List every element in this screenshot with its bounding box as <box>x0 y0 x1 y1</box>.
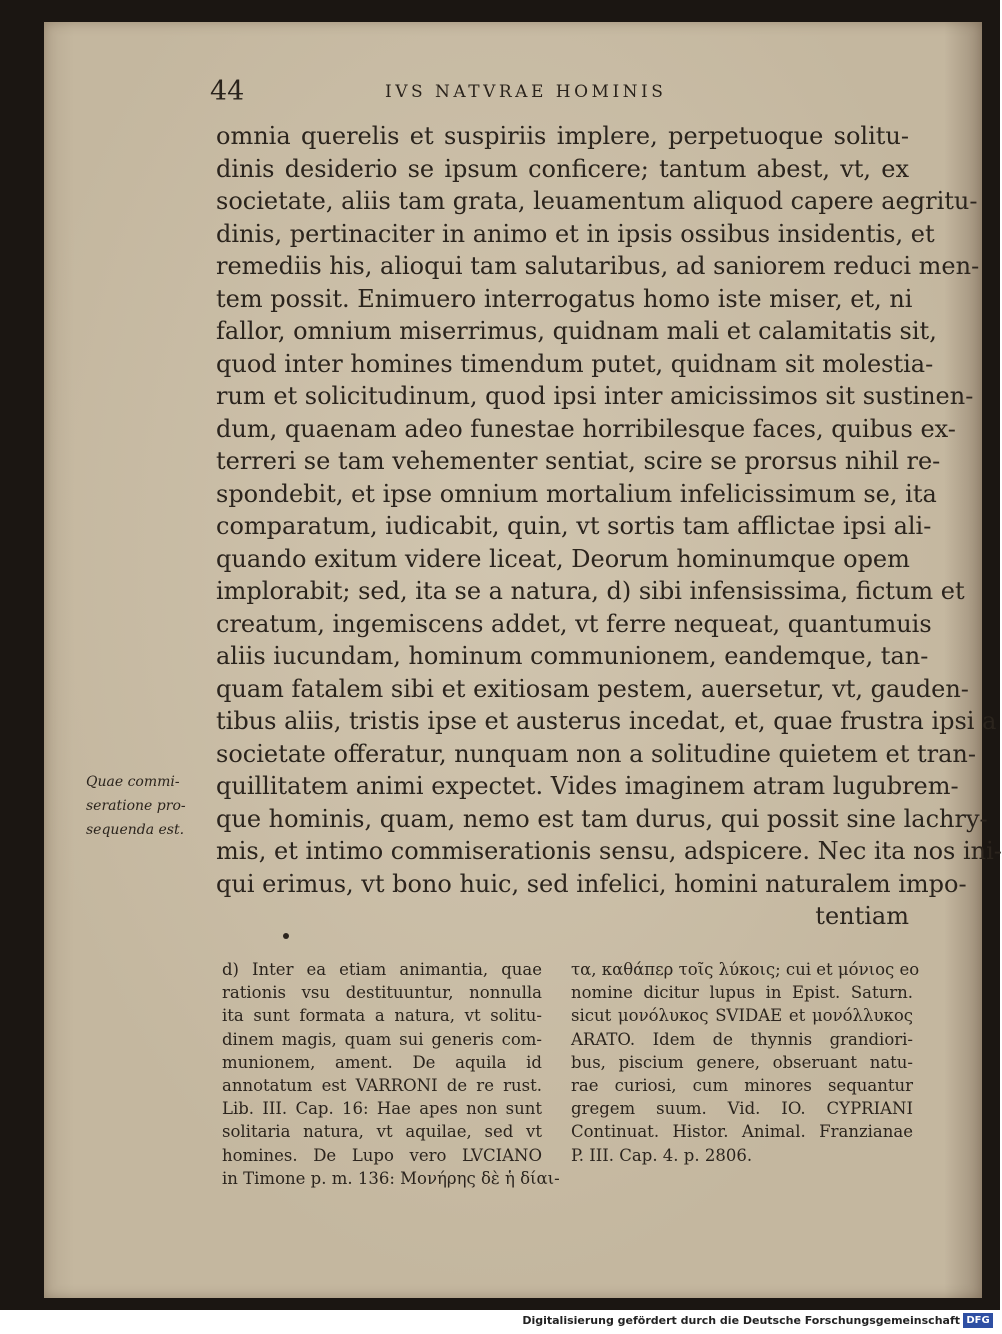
footnote-line: τα, καθάπερ τοῖς λύκοις; cui et μόνιος eo <box>571 960 920 979</box>
text-line: tibus aliis, tristis ipse et austerus incedat, et, quae frustra ipsi a <box>216 707 997 735</box>
footnote-line: rationis vsu destituuntur, nonnulla <box>222 983 542 1003</box>
marginal-note <box>86 770 206 842</box>
text-line: mis, et intimo commiserationis sensu, adspicere. Nec ita nos ini- <box>216 837 1002 865</box>
footnote-line: Continuat. Histor. Animal. Franzianae <box>571 1122 913 1142</box>
footnote-line: sicut μονόλυκος SVIDAE et μονόλλυκος <box>571 1006 913 1026</box>
text-line: quod inter homines timendum putet, quidnam sit molestia- <box>216 349 934 378</box>
text-line: terreri se tam vehementer sentiat, scire se prorsus nihil re- <box>216 447 941 475</box>
text-line: spondebit, et ipse omnium mortalium infelicissimum se, ita <box>216 479 937 508</box>
footnote-line: ita sunt formata a natura, vt solitu- <box>222 1006 542 1026</box>
footnote-line: rae curiosi, cum minores sequantur <box>571 1075 913 1095</box>
text-line: rum et solicitudinum, quod ipsi inter amicissimos sit sustinen- <box>216 382 974 410</box>
footnote-line: bus, piscium genere, obseruant natu- <box>571 1052 913 1072</box>
footnote-separator <box>283 933 289 939</box>
text-line: quando exitum videre liceat, Deorum hominumque opem <box>216 544 910 573</box>
text-line: aliis iucundam, hominum communionem, eandemque, tan- <box>216 642 929 670</box>
text-line: quam fatalem sibi et exitiosam pestem, auersetur, vt, gauden- <box>216 674 969 703</box>
footnote-line: gregem suum. Vid. IO. CYPRIANI <box>571 1099 913 1119</box>
dfg-logo-icon: DFG <box>963 1313 993 1328</box>
footnote-line: Lib. III. Cap. 16: Hae apes non sunt <box>222 1099 542 1119</box>
footnote-line: P. III. Cap. 4. p. 2806. <box>571 1145 753 1165</box>
footnote-line: ARATO. Idem de thynnis grandiori- <box>571 1029 913 1049</box>
text-line: dinis desiderio se ipsum conficere; tantum abest, vt, ex <box>216 154 909 183</box>
footnote-line: solitaria natura, vt aquilae, sed vt <box>222 1122 542 1142</box>
footnote-line: homines. De Lupo vero LVCIANO <box>222 1145 542 1165</box>
footnote-line: d) Inter ea etiam animantia, quae <box>222 960 542 979</box>
catchword: tentiam <box>815 902 909 930</box>
page-number: 44 <box>210 76 245 107</box>
funding-credit: Digitalisierung gefördert durch die Deutsche Forschungsgemeinschaft <box>522 1314 960 1327</box>
footnote-left-column <box>222 958 560 1190</box>
marginal-note-line: sequenda est. <box>86 822 185 838</box>
main-text <box>216 120 1002 933</box>
text-line: comparatum, iudicabit, quin, vt sortis tam afflictae ipsi ali- <box>216 512 932 540</box>
footnote-line: munionem, ament. De aquila id <box>222 1052 542 1072</box>
text-line: qui erimus, vt bono huic, sed infelici, homini naturalem impo- <box>216 869 967 898</box>
text-line: creatum, ingemiscens addet, vt ferre nequeat, quantumuis <box>216 609 932 638</box>
text-line: societate offeratur, nunquam non a solitudine quietem et tran- <box>216 739 976 768</box>
marginal-note-line: Quae commi- <box>86 774 180 790</box>
text-line: dum, quaenam adeo funestae horribilesque faces, quibus ex- <box>216 414 956 443</box>
footnote-line: nomine dicitur lupus in Epist. Saturn. <box>571 983 913 1003</box>
footnote-line: in Timone p. m. 136: Μονήρης δὲ ἡ δίαι- <box>222 1168 560 1188</box>
footnote-right-column <box>571 958 920 1167</box>
text-line: que hominis, quam, nemo est tam durus, qui possit sine lachry- <box>216 804 988 833</box>
text-line: dinis, pertinaciter in animo et in ipsis ossibus insidentis, et <box>216 219 935 248</box>
text-line: quillitatem animi expectet. Vides imaginem atram lugubrem- <box>216 772 959 800</box>
text-line: tem possit. Enimuero interrogatus homo iste miser, et, ni <box>216 284 913 313</box>
text-line: fallor, omnium miserrimus, quidnam mali et calamitatis sit, <box>216 317 937 345</box>
marginal-note-line: seratione pro- <box>86 798 186 814</box>
page-header <box>200 76 930 106</box>
text-line: omnia querelis et suspiriis implere, perpetuoque solitu- <box>216 122 909 150</box>
text-line: implorabit; sed, ita se a natura, d) sibi infensissima, fictum et <box>216 577 965 605</box>
footnote-line: dinem magis, quam sui generis com- <box>222 1029 542 1049</box>
footnote-line: annotatum est VARRONI de re rust. <box>222 1075 542 1095</box>
text-line: societate, aliis tam grata, leuamentum aliquod capere aegritu- <box>216 187 978 215</box>
text-line: remediis his, alioqui tam salutaribus, ad saniorem reduci men- <box>216 252 980 280</box>
running-head: IVS NATVRAE HOMINIS <box>385 82 667 102</box>
